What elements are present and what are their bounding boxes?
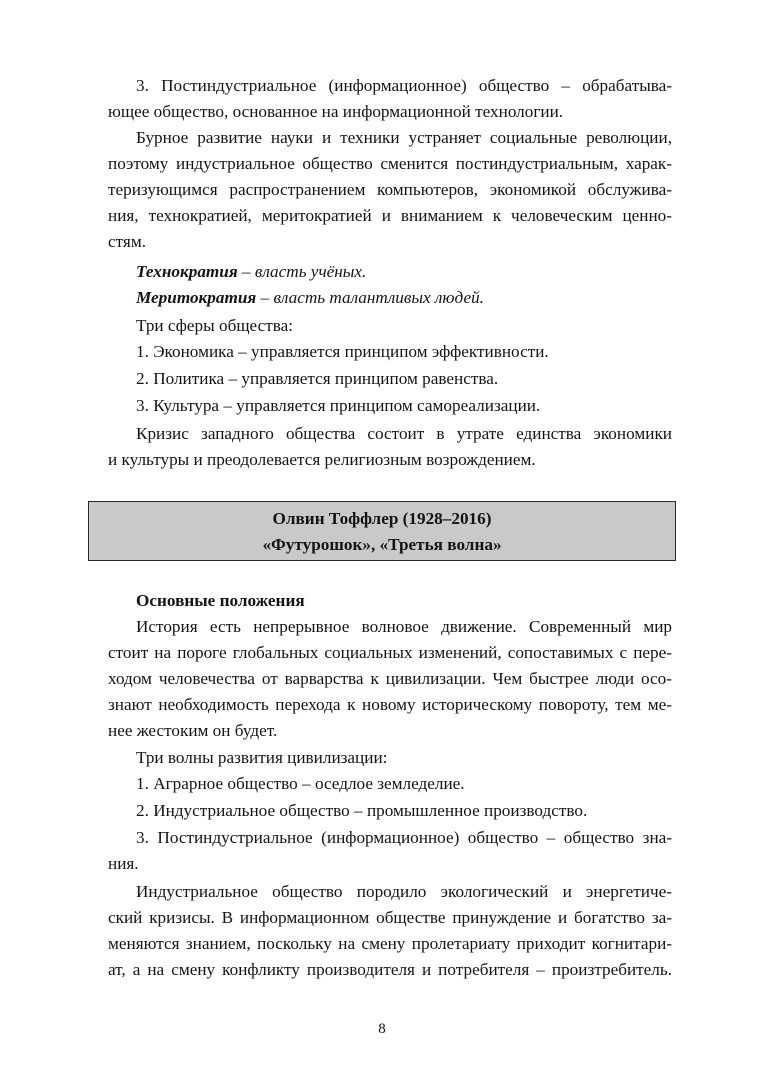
paragraph-line: ский кризисы. В информационном обществе принуждение и богатство за- [108, 908, 672, 927]
definition-term: Технократия [136, 262, 238, 281]
paragraph-line: Индустриальное общество породило экологический и энергетиче- [136, 882, 672, 901]
paragraph-line: ния, технократией, меритократией и вниманием к человеческим ценно- [108, 206, 672, 225]
author-box [88, 501, 676, 561]
paragraph-line: 3. Постиндустриальное (информационное) общество – обрабатыва- [136, 76, 672, 95]
definition-meritocracy [136, 286, 484, 310]
paragraph-line: поэтому индустриальное общество сменится постиндустриальным, харак- [108, 154, 672, 173]
author-works: «Футурошок», «Третья волна» [262, 535, 502, 554]
list-item-continuation: ния. [108, 854, 139, 873]
paragraph-line: меняются знанием, поскольку на смену пролетариату приходит когнитари- [108, 934, 672, 953]
section-heading: Основные положения [136, 591, 305, 610]
paragraph-line: ходом человечества от варварства к цивилизации. Чем быстрее люди осо- [108, 669, 672, 688]
paragraph-line: ат, а на смену конфликту производителя и потребителя – произтребитель. [108, 960, 672, 979]
paragraph-line: Бурное развитие науки и техники устраняет социальные революции, [136, 128, 672, 147]
paragraph-line: нее жестоким он будет. [108, 721, 278, 740]
list-item: 2. Индустриальное общество – промышленное производство. [136, 801, 588, 820]
page-number: 8 [378, 1021, 386, 1037]
list-item: 1. Экономика – управляется принципом эффективности. [136, 342, 549, 361]
list-item: 2. Политика – управляется принципом равенства. [136, 369, 499, 388]
paragraph-line: теризующимся распространением компьютеров, экономикой обслужива- [108, 180, 672, 199]
list-item: 3. Постиндустриальное (информационное) общество – общество зна- [136, 828, 672, 847]
definition-technocracy [136, 260, 366, 284]
paragraph-line: Кризис западного общества состоит в утрате единства экономики [136, 424, 672, 443]
waves-intro: Три волны развития цивилизации: [136, 748, 388, 767]
definition-text: – власть талантливых людей. [256, 288, 484, 307]
author-title: Олвин Тоффлер (1928–2016) [272, 509, 492, 528]
paragraph-line: и культуры и преодолевается религиозным возрождением. [108, 450, 536, 469]
list-item: 1. Аграрное общество – оседлое земледелие. [136, 774, 465, 793]
paragraph-line: стям. [108, 232, 146, 251]
paragraph-line: знают необходимость перехода к новому историческому повороту, тем ме- [108, 695, 672, 714]
definition-text: – власть учёных. [237, 262, 367, 281]
spheres-intro: Три сферы общества: [136, 316, 294, 335]
paragraph-line: ющее общество, основанное на информационной технологии. [108, 102, 564, 121]
list-item: 3. Культура – управляется принципом самореализации. [136, 396, 541, 415]
paragraph-line: История есть непрерывное волновое движение. Современный мир [136, 617, 672, 636]
definition-term: Меритократия [136, 288, 257, 307]
paragraph-line: стоит на пороге глобальных социальных изменений, сопоставимых с пере- [108, 643, 672, 662]
